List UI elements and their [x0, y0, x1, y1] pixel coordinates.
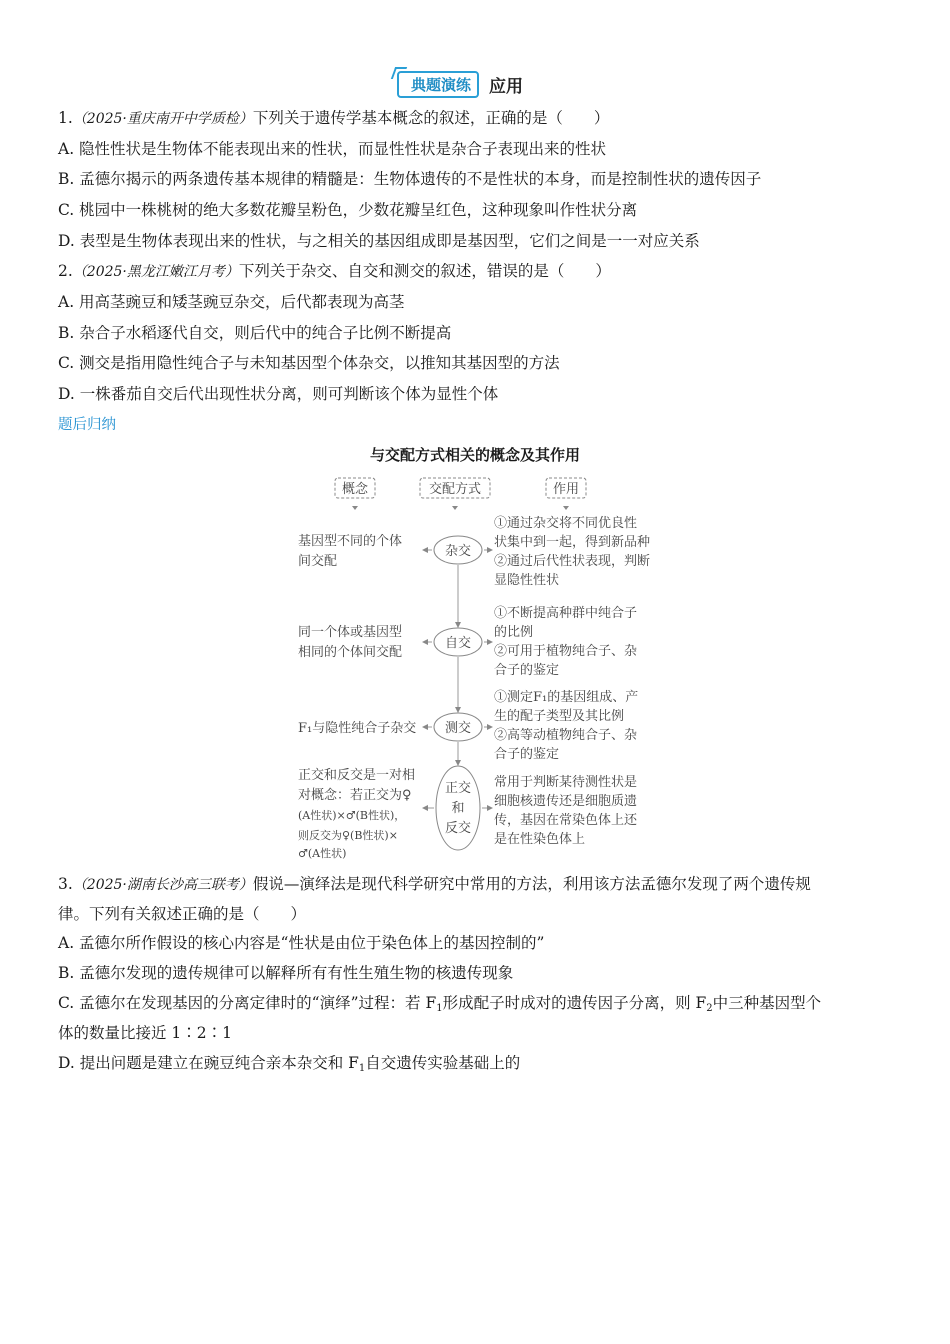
- q3-source: （2025·湖南长沙高三联考）: [72, 877, 253, 893]
- concept-self-l1: 同一个体或基因型: [298, 625, 403, 640]
- method-hybrid: 杂交: [444, 544, 472, 559]
- function-test-l1: ①测定F₁的基因组成、产: [494, 690, 639, 705]
- q1-stem: 下列关于遗传学基本概念的叙述，正确的是（ ）: [252, 109, 610, 127]
- q1-source: （2025·重庆南开中学质检）: [72, 111, 253, 127]
- function-self-l3: ②可用于植物纯合子、杂: [494, 644, 638, 659]
- q2-option-a: A. 用高茎豌豆和矮茎豌豆杂交，后代都表现为高茎: [58, 293, 405, 311]
- q3-option-c-line2: 体的数量比接近 1∶2∶1: [58, 1024, 233, 1042]
- q3-option-d-sub: 1: [358, 1063, 366, 1074]
- q2-stem-line: [58, 260, 611, 283]
- q2-option-c: C. 测交是指用隐性纯合子与未知基因型个体杂交，以推知其基因型的方法: [58, 354, 560, 372]
- mating-diagram: [280, 470, 680, 865]
- method-reciprocal-l2: 和: [451, 801, 465, 816]
- function-reciprocal-l2: 细胞核遗传还是细胞质遗: [494, 794, 638, 809]
- method-self: 自交: [444, 636, 472, 651]
- header-function: 作用: [552, 482, 580, 497]
- q1-stem-line: [58, 107, 609, 130]
- function-hybrid-l1: ①通过杂交将不同优良性: [494, 516, 638, 531]
- q1-option-a: A. 隐性性状是生物体不能表现出来的性状，而显性性状是杂合子表现出来的性状: [58, 140, 607, 158]
- q3-option-c-part1: C. 孟德尔在发现基因的分离定律时的“演绎”过程：若 F: [58, 994, 437, 1012]
- function-hybrid-l4: 显隐性性状: [494, 573, 560, 588]
- method-test: 测交: [444, 721, 472, 736]
- q3-option-c-part2: 形成配子时成对的遗传因子分离，则 F: [442, 994, 707, 1012]
- concept-reciprocal-l1: 正交和反交是一对相: [298, 768, 416, 783]
- q3-option-c-sub1: 1: [436, 1003, 443, 1014]
- function-self-l2: 的比例: [494, 625, 534, 640]
- concept-test-l1: F₁与隐性纯合子杂交: [298, 721, 417, 736]
- q3-number: 3.: [58, 875, 73, 893]
- q3-option-c-sub2: 2: [706, 1003, 713, 1014]
- q2-option-d: D. 一株番茄自交后代出现性状分离，则可判断该个体为显性个体: [58, 385, 499, 403]
- concept-down-arrow: [352, 506, 358, 510]
- q3-option-d-part2: 自交遗传实验基础上的: [365, 1054, 521, 1072]
- diagram-title: 与交配方式相关的概念及其作用: [369, 446, 580, 464]
- q2-stem: 下列关于杂交、自交和测交的叙述，错误的是（ ）: [238, 262, 611, 280]
- q3-option-a: A. 孟德尔所作假设的核心内容是“性状是由位于染色体上的基因控制的”: [58, 934, 545, 952]
- function-hybrid-l2: 状集中到一起，得到新品种: [494, 535, 651, 550]
- function-reciprocal-l3: 传，基因在常染色体上还: [494, 813, 638, 828]
- banner-label: 应用: [487, 72, 525, 97]
- q3-stem-line2: 律。下列有关叙述正确的是（ ）: [58, 905, 307, 923]
- method-down-arrow: [452, 506, 458, 510]
- concept-reciprocal-l2: 对概念：若正交为♀: [298, 788, 412, 803]
- q2-source: （2025·黑龙江嫩江月考）: [72, 264, 239, 280]
- concept-reciprocal-l5: ♂(A性状): [298, 847, 347, 860]
- q3-option-b: B. 孟德尔发现的遗传规律可以解释所有有性生殖生物的核遗传现象: [58, 964, 514, 982]
- q3-option-d-part1: D. 提出问题是建立在豌豆纯合亲本杂交和 F: [58, 1054, 359, 1072]
- q2-option-b: B. 杂合子水稻逐代自交，则后代中的纯合子比例不断提高: [58, 324, 452, 342]
- concept-reciprocal-l4: 则反交为♀(B性状)×: [298, 829, 398, 842]
- function-hybrid-l3: ②通过后代性状表现，判断: [494, 554, 651, 569]
- concept-self-l2: 相同的个体间交配: [298, 645, 403, 660]
- header-method: 交配方式: [428, 482, 482, 497]
- method-reciprocal-l1: 正交: [444, 781, 472, 796]
- method-reciprocal-l3: 反交: [444, 821, 472, 836]
- function-down-arrow: [563, 506, 569, 510]
- q3-stem-line1: [58, 873, 811, 896]
- q1-option-d: D. 表型是生物体表现出来的性状，与之相关的基因组成即是基因型，它们之间是一一对应关系: [58, 232, 700, 250]
- q3-option-c-line1: [58, 992, 821, 1020]
- concept-hybrid-l1: 基因型不同的个体: [298, 534, 403, 549]
- header-concept: 概念: [341, 482, 369, 497]
- q2-number: 2.: [58, 262, 73, 280]
- function-reciprocal-l4: 是在性染色体上: [494, 832, 586, 847]
- concept-reciprocal-l3: (A性状)×♂(B性状)，: [298, 809, 406, 822]
- function-test-l4: 合子的鉴定: [494, 747, 560, 762]
- q3-stem-1: 假说—演绎法是现代科学研究中常用的方法，利用该方法孟德尔发现了两个遗传规: [252, 875, 811, 893]
- q3-option-c-part3: 中三种基因型个: [712, 994, 822, 1012]
- q1-number: 1.: [58, 109, 73, 127]
- summary-label: 题后归纳: [58, 417, 116, 433]
- function-self-l1: ①不断提高种群中纯合子: [494, 606, 638, 621]
- function-self-l4: 合子的鉴定: [494, 663, 560, 678]
- q1-option-c: C. 桃园中一株桃树的绝大多数花瓣呈粉色，少数花瓣呈红色，这种现象叫作性状分离: [58, 201, 638, 219]
- function-test-l3: ②高等动植物纯合子、杂: [494, 728, 638, 743]
- q1-option-b: B. 孟德尔揭示的两条遗传基本规律的精髓是：生物体遗传的不是性状的本身，而是控制性状的遗传因子: [58, 170, 762, 188]
- section-banner: [397, 70, 525, 98]
- banner-tag: 典题演练: [397, 71, 479, 98]
- q3-option-d: [58, 1052, 520, 1080]
- concept-hybrid-l2: 间交配: [298, 554, 338, 569]
- function-reciprocal-l1: 常用于判断某待测性状是: [494, 775, 638, 790]
- function-test-l2: 生的配子类型及其比例: [494, 709, 625, 724]
